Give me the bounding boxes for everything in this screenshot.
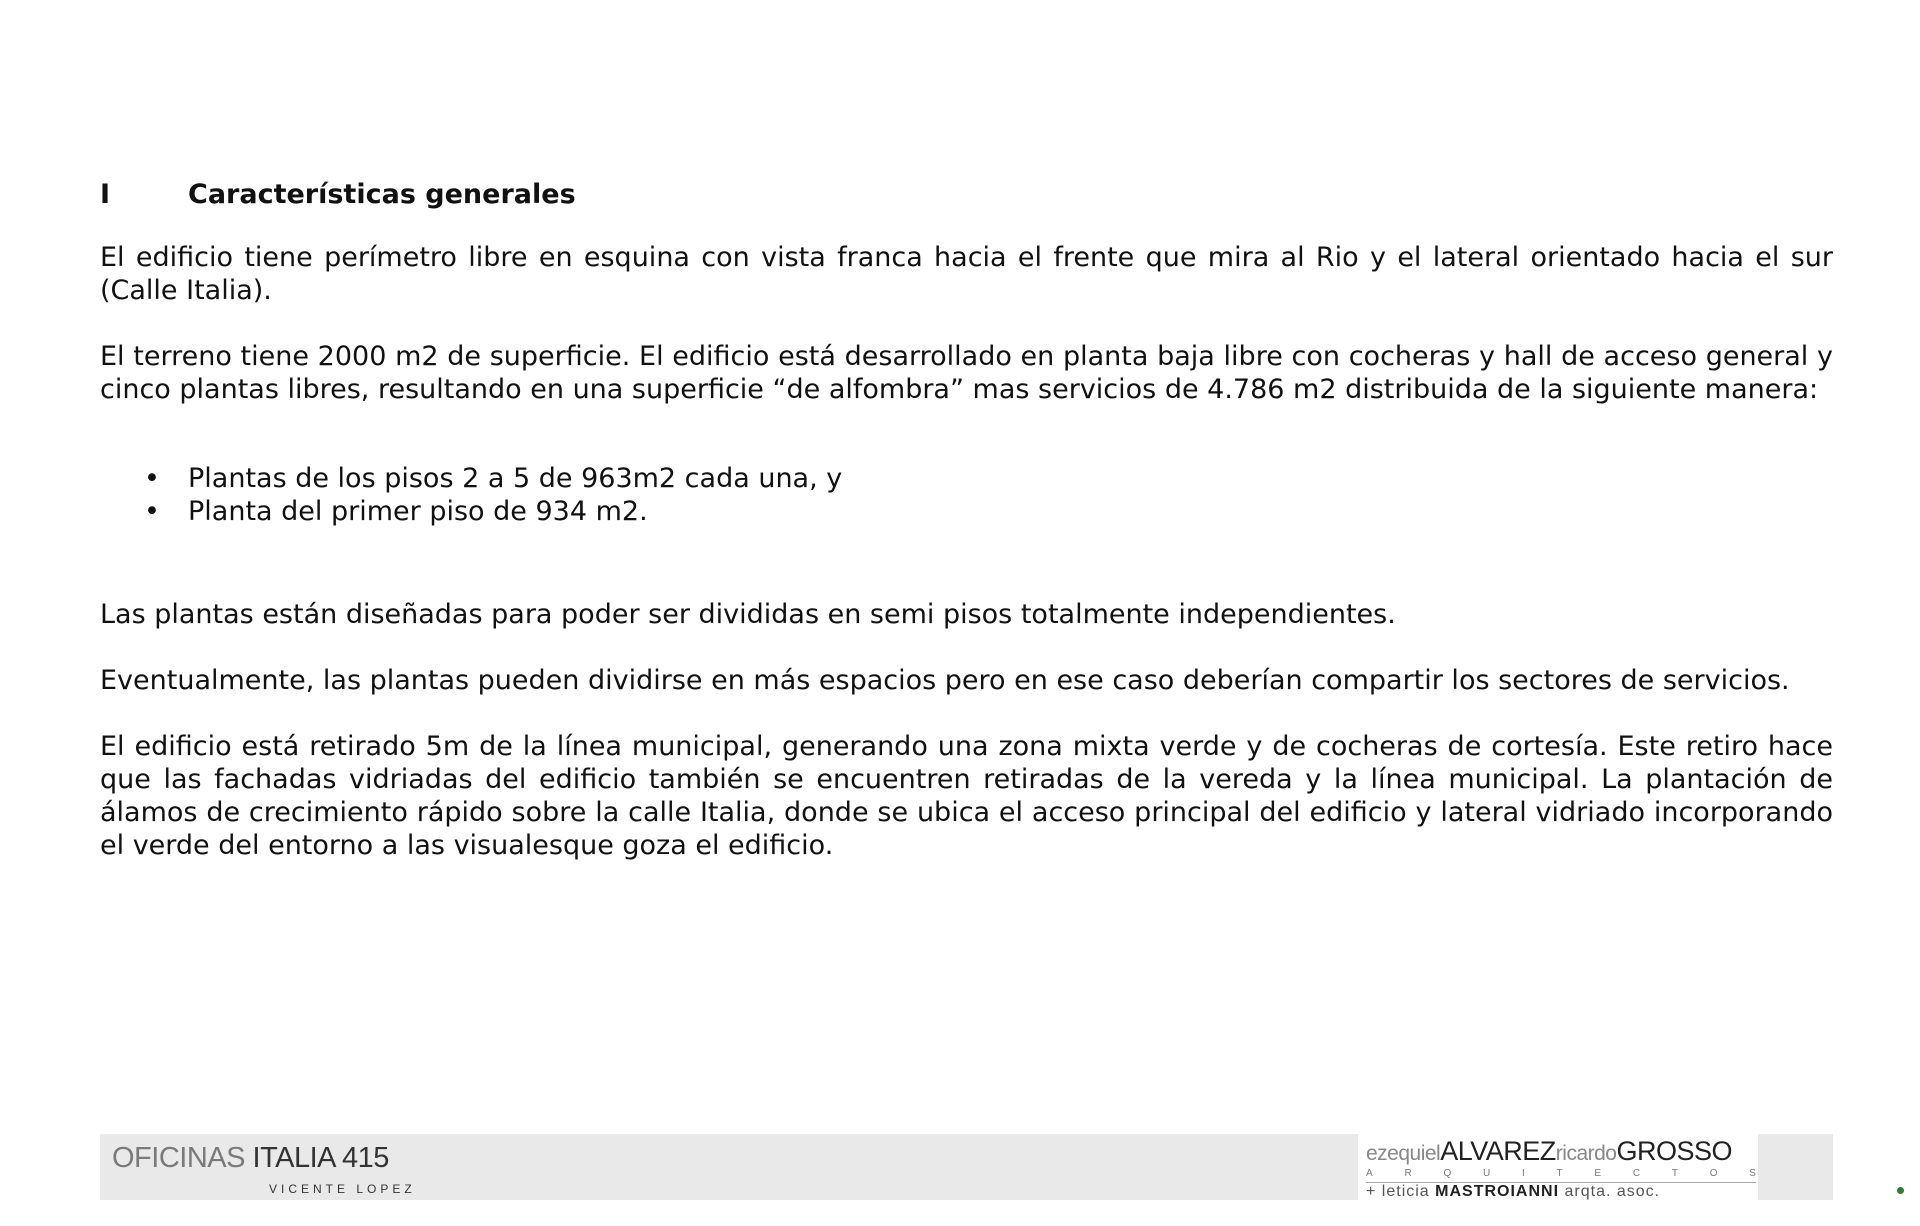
section-title: Características generales bbox=[188, 179, 576, 210]
paragraph-espacios: Eventualmente, las plantas pueden dividirse en más espacios pero en ese caso deberían compartir los sectores de servicios. bbox=[100, 665, 1790, 696]
project-logo-word2: ITALIA 415 bbox=[252, 1142, 389, 1174]
architects-logo bbox=[1358, 1134, 1758, 1200]
bullet-marker: • bbox=[144, 463, 160, 494]
project-logo-subtitle: VICENTE LOPEZ bbox=[269, 1182, 416, 1196]
architect2-last: GROSSO bbox=[1616, 1136, 1733, 1166]
paragraph-terreno: El terreno tiene 2000 m2 de superficie. El edificio está desarrollado en planta baja libre con cocheras y hall de acceso general y cinco plantas libres, resultando en una superficie “de alfombra” mas servicios de 4.786 m2 distribuida de la siguiente manera: bbox=[100, 341, 1833, 405]
bullet-list bbox=[100, 462, 1833, 528]
list-item-text: Plantas de los pisos 2 a 5 de 963m2 cada una, y bbox=[188, 463, 843, 494]
paragraph-divisiones: Las plantas están diseñadas para poder ser divididas en semi pisos totalmente independientes. bbox=[100, 599, 1396, 630]
project-logo-word1: OFICINAS bbox=[112, 1142, 245, 1174]
architect1-last: ALVAREZ bbox=[1440, 1136, 1556, 1166]
corner-dot bbox=[1897, 1187, 1904, 1194]
bullet-marker: • bbox=[144, 496, 160, 527]
architect1-first: ezequiel bbox=[1366, 1142, 1441, 1165]
section-number: I bbox=[100, 179, 111, 210]
paragraph-perimetro: El edificio tiene perímetro libre en esquina con vista franca hacia el frente que mira al Rio y el lateral orientado hacia el sur (Calle Italia). bbox=[100, 242, 1833, 306]
project-logo bbox=[112, 1142, 416, 1196]
arquitectos-spaced: A R Q U I T E C T O S bbox=[1366, 1168, 1756, 1179]
list-item bbox=[144, 495, 1833, 528]
paragraph-retiro: El edificio está retirado 5m de la línea municipal, generando una zona mixta verde y de cocheras de cortesía. Este retiro hace que las fachadas vidriadas del edificio también se encuentren retiradas de la vereda y la línea municipal. La plantación de álamos de crecimiento rápido sobre la calle Italia, donde se ubica el acceso principal del edificio y lateral vidriado incorporando el verde del entorno a las visualesque goza el edificio. bbox=[100, 731, 1833, 861]
architect2-first: ricardo bbox=[1555, 1142, 1617, 1165]
footer-band bbox=[100, 1134, 1833, 1200]
list-item bbox=[144, 462, 1833, 495]
list-item-text: Planta del primer piso de 934 m2. bbox=[188, 496, 648, 527]
document-body bbox=[100, 178, 1833, 862]
associate-line: + leticia MASTROIANNI arqta. asoc. bbox=[1366, 1183, 1661, 1200]
section-heading bbox=[100, 178, 1833, 211]
